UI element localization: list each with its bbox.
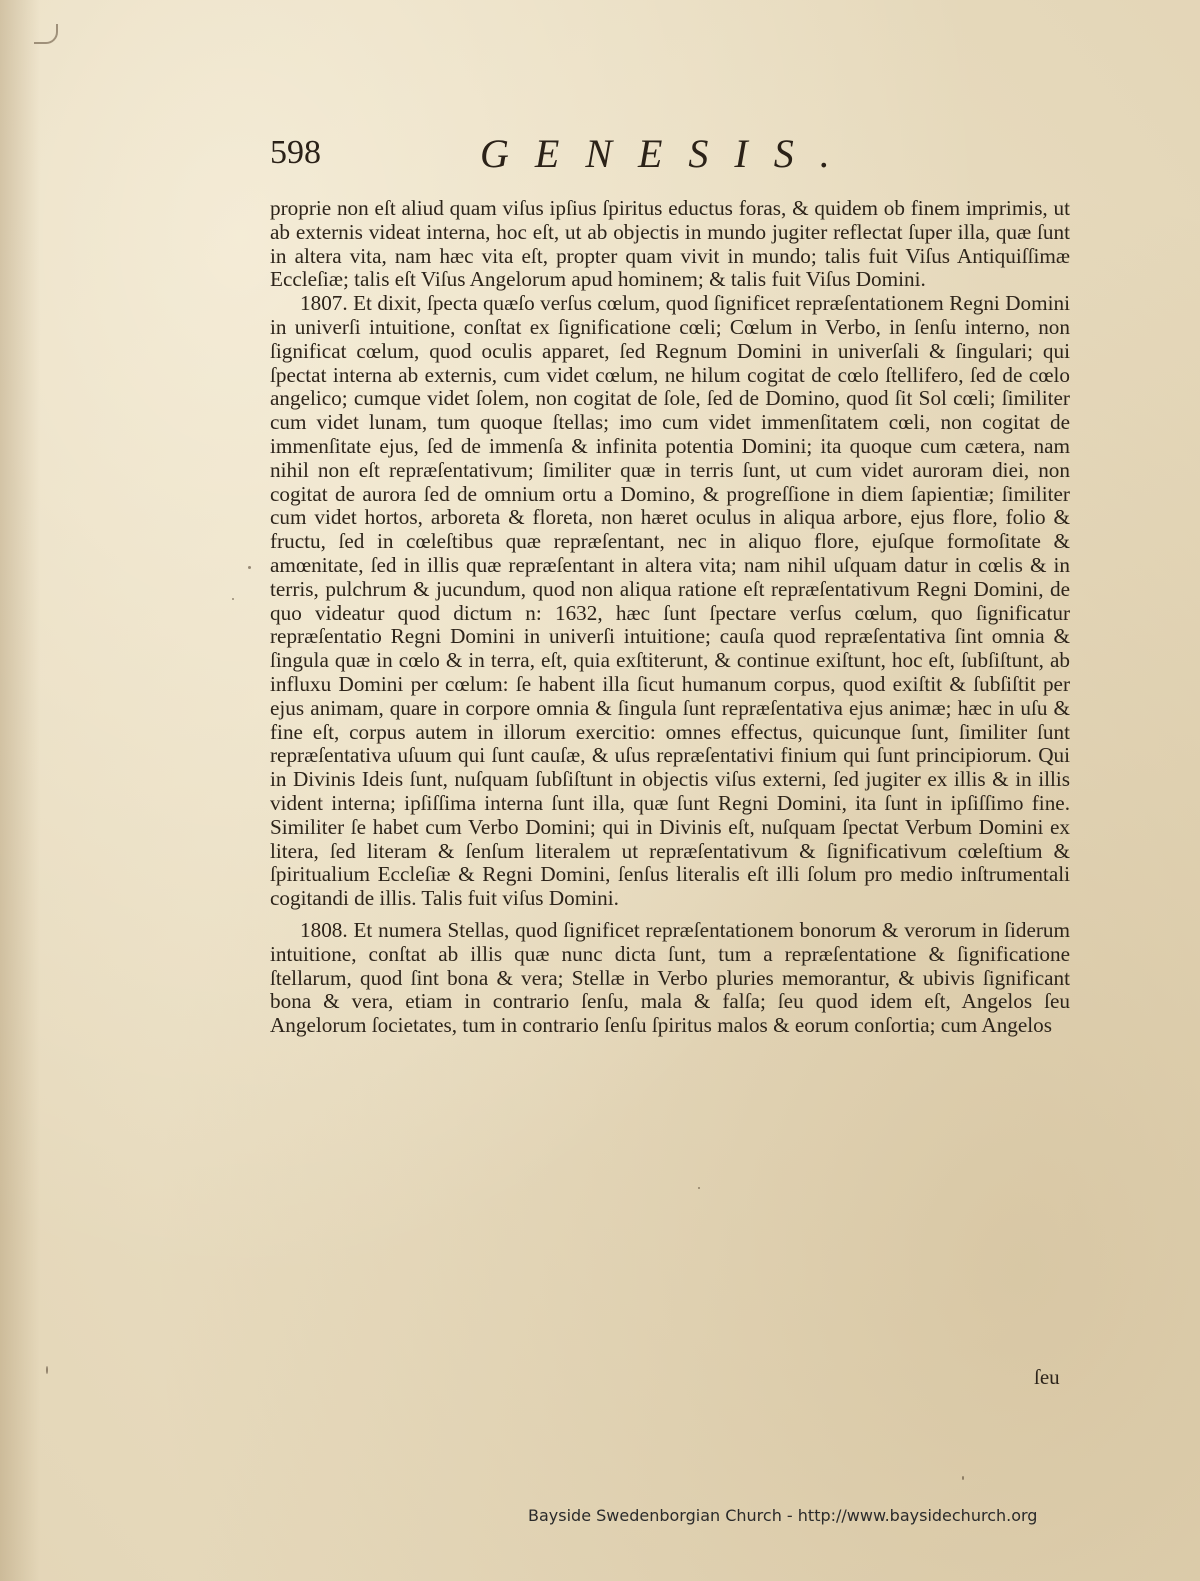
footer-credit: Bayside Swedenborgian Church - http://www.baysidechurch.org xyxy=(528,1506,1038,1525)
paragraph-1807: 1807. Et dixit, ſpecta quæſo verſus cœlum, quod ſignificet repræſentationem Regni Domini in univerſi intuitione, conſtat ex ſignificatione cœli; Cœlum in Verbo, in ſenſu interno, non ſignificat cœlum, quod oculis apparet, ſed Regnum Domini in univerſali & ſingulari; qui ſpectat interna ab externis, cum videt cœlum, ne hilum cogitat de cœlo ſtellifero, ſed de cœlo angelico; cumque videt ſolem, non cogitat de ſole, ſed de Domino, quod ſit Sol cœli; ſimiliter cum videt lunam, tum quoque ſtellas; imo cum videt immenſitatem cœli, non cogitat de immenſitate ejus, ſed de immenſa & infinita potentia Domini; ita quoque cum cætera, nam nihil non eſt repræſentativum; ſimiliter quæ in terris ſunt, ut cum videt auroram diei, non cogitat de aurora ſed de omnium ortu a Domino, & progreſſione in diem ſapientiæ; ſimiliter cum videt hortos, arboreta & floreta, non hæret oculus in aliqua arbore, ejus flore, folio & fructu, ſed in cœleſtibus quæ repræſentant, nec in aliquo flore, ejuſque formoſitate & amœnitate, ſed in illis quæ repræſentant in altera vita; nam nihil uſquam datur in cœlis & in terris, pulchrum & jucundum, quod non aliqua ratione eſt repræſentativum Regni Domini, de quo videatur quod dictum n: 1632, hæc ſunt ſpectare verſus cœlum, quo ſignificatur repræſentatio Regni Domini in univerſi intuitione; cauſa quod repræſentativa ſint omnia & ſingula quæ in cœlo & in terra, eſt, quia exſtiterunt, & continue exiſtunt, hoc eſt, ſubſiſtunt, ab influxu Domini per cœlum: ſe habent illa ſicut humanum corpus, quod exiſtit & ſubſiſtit per ejus animam, quare in corpore omnia & ſingula ſunt repræſentativa ejus animæ; hæc in uſu & fine eſt, corpus autem in illorum exercitio: omnes effectus, quicunque ſunt, ſimiliter ſunt repræſentativa uſuum qui ſunt cauſæ, & uſus repræſentativi finium qui ſunt principiorum. Qui in Divinis Ideis ſunt, nuſquam ſubſiſtunt in objectis viſus externi, ſed jugiter ex illis & in illis vident interna; ipſiſſima interna ſunt illa, quæ ſunt Regni Domini, ita ſunt in ipſiſſimo fine. Similiter ſe habet cum Verbo Domini; qui in Divinis eſt, nuſquam ſpectat Verbum Domini ex litera, ſed literam & ſenſum literalem ut repræſentativum & ſignificativum cœleſtium & ſpiritualium Eccleſiæ & Regni Domini, ſenſus literalis eſt illi ſolum pro medio inſtrumentali cogitandi de illis. Talis fuit viſus Domini. xyxy=(270,291,1070,911)
paragraph-continuation: proprie non eſt aliud quam viſus ipſius ſpiritus eductus foras, & quidem ob finem imprimis, ut ab externis videat interna, hoc eſt, ut ab objectis in mundo jugiter reflectat ſuper illa, quæ ſunt in altera vita, nam hæc vita eſt, propter quam vivit in mundo; talis fuit Viſus Antiquiſſimæ Eccleſiæ; talis eſt Viſus Angelorum apud hominem; & talis fuit Viſus Domini. xyxy=(270,196,1070,292)
running-title: GENESIS. xyxy=(480,131,856,176)
body-text xyxy=(270,197,1070,1038)
paper-speck xyxy=(248,566,251,569)
paper-speck xyxy=(46,1366,48,1374)
paragraph-1808: 1808. Et numera Stellas, quod ſignificet repræſentationem bonorum & verorum in ſiderum intuitione, conſtat ab illis quæ nunc dicta ſunt, tum a repræſentatione & ſignificatione ſtellarum, quod ſint bona & vera; Stellæ in Verbo pluries memorantur, & ubivis ſignificant bona & vera, etiam in contrario ſenſu, mala & falſa; ſeu quod idem eſt, Angelos ſeu Angelorum ſocietates, tum in contrario ſenſu ſpiritus malos & eorum conſortia; cum Angelos xyxy=(270,917,1070,1038)
corner-fold-mark xyxy=(34,24,58,44)
page-number: 598 xyxy=(270,134,321,171)
paper-speck xyxy=(698,1187,700,1189)
page-edge-shadow xyxy=(0,0,40,1581)
paper-speck xyxy=(962,1476,964,1480)
catchword: ſeu xyxy=(1034,1365,1060,1389)
page-header xyxy=(270,130,1070,180)
paper-speck xyxy=(232,598,234,600)
